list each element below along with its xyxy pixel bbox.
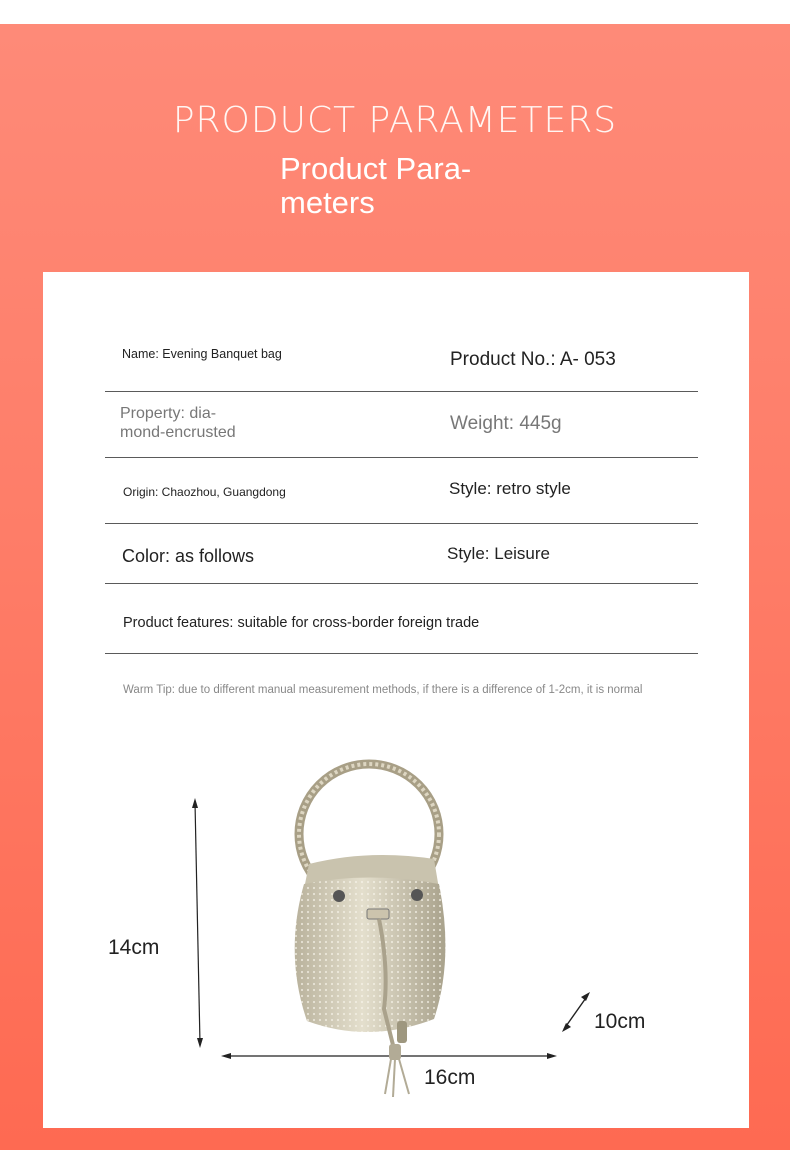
dimension-width: 16cm (424, 1066, 476, 1089)
param-color: Color: as follows (122, 546, 255, 566)
page-title: PRODUCT PARAMETERS (172, 100, 618, 141)
dimension-depth: 10cm (594, 1010, 646, 1033)
product-image (269, 759, 469, 1099)
param-style-retro: Style: retro style (449, 479, 571, 498)
parameters-card (43, 272, 749, 1128)
param-row (105, 523, 698, 584)
param-name: Name: Evening Banquet bag (122, 347, 282, 361)
param-features: Product features: suitable for cross-border foreign trade (123, 615, 480, 631)
param-row (105, 391, 698, 458)
param-origin: Origin: Chaozhou, Guangdong (123, 485, 286, 499)
param-row (105, 457, 698, 524)
param-weight: Weight: 445g (450, 413, 562, 434)
param-property: Property: dia- mond-encrusted (120, 405, 236, 441)
param-row (105, 583, 698, 654)
page-subtitle-text: Product Para- meters (280, 151, 472, 220)
warm-tip: Warm Tip: due to different manual measurement methods, if there is a difference of 1-2cm, it is normal (123, 684, 643, 696)
param-row (105, 322, 698, 392)
height-arrow (186, 798, 206, 1048)
param-style-leisure: Style: Leisure (447, 544, 550, 563)
page-subtitle (280, 152, 520, 220)
dimension-height: 14cm (108, 936, 160, 959)
depth-arrow (561, 992, 591, 1032)
param-product-no: Product No.: A- 053 (450, 349, 616, 370)
